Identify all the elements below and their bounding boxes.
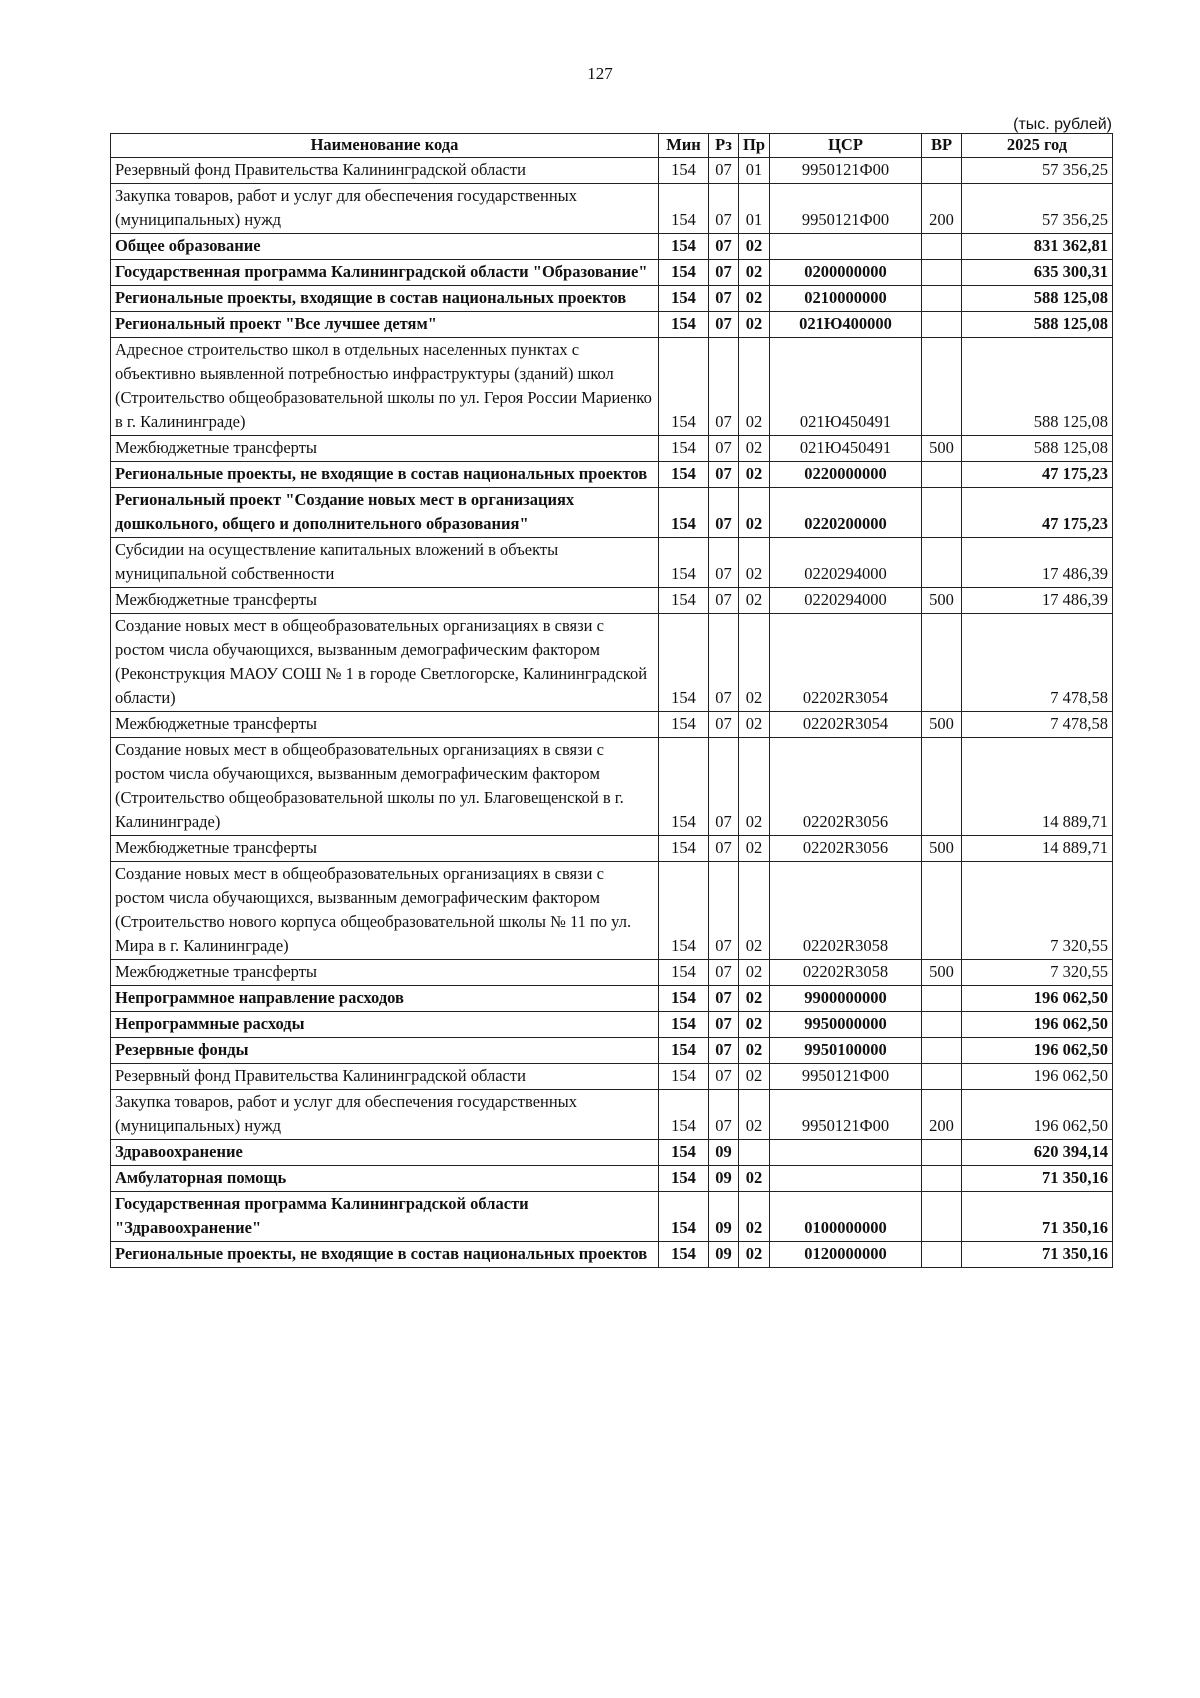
cell-vr	[922, 1140, 962, 1166]
cell-rz: 07	[709, 614, 739, 712]
cell-pr: 02	[739, 1242, 770, 1268]
cell-rz: 07	[709, 960, 739, 986]
table-row	[111, 436, 1113, 462]
cell-name: Создание новых мест в общеобразовательных организациях в связи с ростом числа обучающихся, вызванным демографическим фактором (Реконструкция МАОУ СОШ № 1 в городе Светлогорске, Калининградской области)	[111, 614, 659, 712]
cell-sum: 47 175,23	[962, 488, 1113, 538]
cell-pr: 01	[739, 158, 770, 184]
table-row	[111, 862, 1113, 960]
table-row	[111, 184, 1113, 234]
cell-min: 154	[659, 286, 709, 312]
cell-rz: 07	[709, 986, 739, 1012]
cell-min: 154	[659, 862, 709, 960]
cell-min: 154	[659, 338, 709, 436]
cell-vr	[922, 538, 962, 588]
table-row	[111, 462, 1113, 488]
cell-name: Региональные проекты, не входящие в состав национальных проектов	[111, 1242, 659, 1268]
cell-csr	[770, 1166, 922, 1192]
cell-vr	[922, 1192, 962, 1242]
cell-pr: 02	[739, 1166, 770, 1192]
cell-vr	[922, 986, 962, 1012]
table-row	[111, 1090, 1113, 1140]
cell-rz: 07	[709, 158, 739, 184]
cell-pr: 02	[739, 1192, 770, 1242]
cell-pr: 02	[739, 614, 770, 712]
cell-csr	[770, 234, 922, 260]
cell-rz: 07	[709, 1064, 739, 1090]
cell-sum: 17 486,39	[962, 588, 1113, 614]
cell-csr: 9950121Ф00	[770, 158, 922, 184]
cell-pr: 02	[739, 234, 770, 260]
units-label: (тыс. рублей)	[1013, 116, 1112, 133]
cell-min: 154	[659, 1090, 709, 1140]
table-row	[111, 1242, 1113, 1268]
cell-pr: 02	[739, 986, 770, 1012]
cell-rz: 07	[709, 836, 739, 862]
cell-rz: 09	[709, 1166, 739, 1192]
cell-sum: 7 478,58	[962, 712, 1113, 738]
cell-vr	[922, 1038, 962, 1064]
cell-vr: 500	[922, 436, 962, 462]
cell-name: Закупка товаров, работ и услуг для обеспечения государственных (муниципальных) нужд	[111, 1090, 659, 1140]
cell-pr	[739, 1140, 770, 1166]
budget-table	[110, 133, 1113, 1268]
cell-min: 154	[659, 712, 709, 738]
cell-sum: 7 320,55	[962, 960, 1113, 986]
table-row	[111, 1012, 1113, 1038]
table-row	[111, 738, 1113, 836]
cell-vr	[922, 1242, 962, 1268]
cell-sum: 14 889,71	[962, 738, 1113, 836]
cell-sum: 588 125,08	[962, 286, 1113, 312]
cell-name: Региональный проект "Создание новых мест в организациях дошкольного, общего и дополнительного образования"	[111, 488, 659, 538]
cell-pr: 02	[739, 436, 770, 462]
cell-name: Общее образование	[111, 234, 659, 260]
cell-sum: 71 350,16	[962, 1166, 1113, 1192]
cell-vr: 200	[922, 184, 962, 234]
cell-min: 154	[659, 488, 709, 538]
cell-vr: 500	[922, 712, 962, 738]
cell-csr: 021Ю450491	[770, 436, 922, 462]
table-header-row	[111, 134, 1113, 158]
cell-name: Субсидии на осуществление капитальных вложений в объекты муниципальной собственности	[111, 538, 659, 588]
cell-vr: 500	[922, 836, 962, 862]
cell-pr: 02	[739, 862, 770, 960]
cell-rz: 07	[709, 1090, 739, 1140]
cell-min: 154	[659, 1166, 709, 1192]
cell-min: 154	[659, 960, 709, 986]
cell-sum: 57 356,25	[962, 158, 1113, 184]
cell-csr: 02202R3054	[770, 614, 922, 712]
cell-pr: 02	[739, 960, 770, 986]
cell-csr: 0200000000	[770, 260, 922, 286]
cell-csr: 02202R3058	[770, 862, 922, 960]
cell-vr	[922, 1166, 962, 1192]
cell-min: 154	[659, 1012, 709, 1038]
cell-pr: 02	[739, 1090, 770, 1140]
cell-rz: 07	[709, 488, 739, 538]
header-csr: ЦСР	[770, 134, 922, 158]
table-row	[111, 312, 1113, 338]
table-row	[111, 1166, 1113, 1192]
header-name: Наименование кода	[111, 134, 659, 158]
cell-csr: 0220294000	[770, 588, 922, 614]
cell-csr: 021Ю400000	[770, 312, 922, 338]
cell-rz: 07	[709, 260, 739, 286]
table-row	[111, 234, 1113, 260]
cell-csr: 0220000000	[770, 462, 922, 488]
cell-min: 154	[659, 234, 709, 260]
table-row	[111, 712, 1113, 738]
cell-name: Непрограммное направление расходов	[111, 986, 659, 1012]
cell-csr: 0100000000	[770, 1192, 922, 1242]
cell-csr: 9950121Ф00	[770, 184, 922, 234]
cell-sum: 196 062,50	[962, 1090, 1113, 1140]
cell-name: Резервные фонды	[111, 1038, 659, 1064]
cell-name: Закупка товаров, работ и услуг для обеспечения государственных (муниципальных) нужд	[111, 184, 659, 234]
cell-sum: 588 125,08	[962, 312, 1113, 338]
cell-csr: 0220200000	[770, 488, 922, 538]
cell-rz: 07	[709, 462, 739, 488]
cell-sum: 196 062,50	[962, 986, 1113, 1012]
header-year: 2025 год	[962, 134, 1113, 158]
cell-min: 154	[659, 836, 709, 862]
cell-rz: 07	[709, 234, 739, 260]
cell-rz: 07	[709, 738, 739, 836]
cell-rz: 07	[709, 286, 739, 312]
cell-sum: 7 478,58	[962, 614, 1113, 712]
cell-name: Создание новых мест в общеобразовательных организациях в связи с ростом числа обучающихся, вызванным демографическим фактором (Строительство общеобразовательной школы по ул. Благовещенской в г. Калининграде)	[111, 738, 659, 836]
cell-name: Региональные проекты, не входящие в состав национальных проектов	[111, 462, 659, 488]
cell-rz: 07	[709, 312, 739, 338]
cell-vr	[922, 488, 962, 538]
header-pr: Пр	[739, 134, 770, 158]
table-row	[111, 986, 1113, 1012]
table-row	[111, 286, 1113, 312]
table-row	[111, 260, 1113, 286]
cell-name: Здравоохранение	[111, 1140, 659, 1166]
cell-sum: 17 486,39	[962, 538, 1113, 588]
table-row	[111, 1140, 1113, 1166]
cell-name: Межбюджетные трансферты	[111, 712, 659, 738]
cell-pr: 02	[739, 462, 770, 488]
cell-csr	[770, 1140, 922, 1166]
table-row	[111, 960, 1113, 986]
cell-csr: 0120000000	[770, 1242, 922, 1268]
cell-min: 154	[659, 588, 709, 614]
cell-pr: 02	[739, 286, 770, 312]
cell-name: Непрограммные расходы	[111, 1012, 659, 1038]
cell-csr: 02202R3056	[770, 738, 922, 836]
cell-rz: 09	[709, 1140, 739, 1166]
cell-rz: 07	[709, 862, 739, 960]
cell-min: 154	[659, 614, 709, 712]
cell-pr: 02	[739, 712, 770, 738]
cell-pr: 02	[739, 1038, 770, 1064]
cell-min: 154	[659, 184, 709, 234]
cell-sum: 71 350,16	[962, 1192, 1113, 1242]
cell-rz: 07	[709, 588, 739, 614]
cell-min: 154	[659, 986, 709, 1012]
cell-sum: 635 300,31	[962, 260, 1113, 286]
cell-name: Резервный фонд Правительства Калининградской области	[111, 1064, 659, 1090]
cell-name: Амбулаторная помощь	[111, 1166, 659, 1192]
cell-csr: 9900000000	[770, 986, 922, 1012]
cell-vr	[922, 1064, 962, 1090]
cell-vr	[922, 462, 962, 488]
cell-pr: 02	[739, 260, 770, 286]
table-row	[111, 1038, 1113, 1064]
cell-vr	[922, 614, 962, 712]
cell-vr	[922, 158, 962, 184]
cell-min: 154	[659, 538, 709, 588]
cell-min: 154	[659, 738, 709, 836]
cell-rz: 07	[709, 338, 739, 436]
cell-rz: 07	[709, 712, 739, 738]
cell-name: Межбюджетные трансферты	[111, 836, 659, 862]
cell-vr	[922, 286, 962, 312]
cell-pr: 02	[739, 1012, 770, 1038]
cell-csr: 9950121Ф00	[770, 1090, 922, 1140]
cell-vr	[922, 738, 962, 836]
cell-sum: 588 125,08	[962, 338, 1113, 436]
cell-pr: 02	[739, 538, 770, 588]
cell-csr: 0210000000	[770, 286, 922, 312]
cell-pr: 01	[739, 184, 770, 234]
cell-csr: 9950000000	[770, 1012, 922, 1038]
cell-pr: 02	[739, 1064, 770, 1090]
cell-pr: 02	[739, 836, 770, 862]
cell-csr: 9950100000	[770, 1038, 922, 1064]
cell-vr: 500	[922, 960, 962, 986]
table-row	[111, 1192, 1113, 1242]
cell-name: Государственная программа Калининградской области "Здравоохранение"	[111, 1192, 659, 1242]
cell-sum: 620 394,14	[962, 1140, 1113, 1166]
cell-min: 154	[659, 462, 709, 488]
cell-name: Региональные проекты, входящие в состав национальных проектов	[111, 286, 659, 312]
cell-name: Межбюджетные трансферты	[111, 960, 659, 986]
cell-sum: 196 062,50	[962, 1064, 1113, 1090]
cell-csr: 02202R3056	[770, 836, 922, 862]
header-min: Мин	[659, 134, 709, 158]
cell-min: 154	[659, 312, 709, 338]
cell-pr: 02	[739, 312, 770, 338]
table-row	[111, 1064, 1113, 1090]
cell-csr: 0220294000	[770, 538, 922, 588]
cell-min: 154	[659, 436, 709, 462]
cell-min: 154	[659, 1038, 709, 1064]
table-row	[111, 338, 1113, 436]
cell-vr: 200	[922, 1090, 962, 1140]
cell-name: Межбюджетные трансферты	[111, 436, 659, 462]
cell-rz: 07	[709, 1038, 739, 1064]
cell-sum: 57 356,25	[962, 184, 1113, 234]
cell-csr: 02202R3054	[770, 712, 922, 738]
cell-name: Межбюджетные трансферты	[111, 588, 659, 614]
table-row	[111, 158, 1113, 184]
cell-vr	[922, 234, 962, 260]
cell-sum: 588 125,08	[962, 436, 1113, 462]
cell-rz: 07	[709, 184, 739, 234]
cell-name: Резервный фонд Правительства Калининградской области	[111, 158, 659, 184]
cell-sum: 196 062,50	[962, 1012, 1113, 1038]
cell-rz: 07	[709, 436, 739, 462]
cell-rz: 09	[709, 1192, 739, 1242]
cell-sum: 71 350,16	[962, 1242, 1113, 1268]
cell-sum: 14 889,71	[962, 836, 1113, 862]
cell-name: Создание новых мест в общеобразовательных организациях в связи с ростом числа обучающихся, вызванным демографическим фактором (Строительство нового корпуса общеобразовательной школы № 11 по ул. Мира в г. Калининграде)	[111, 862, 659, 960]
cell-min: 154	[659, 158, 709, 184]
cell-pr: 02	[739, 588, 770, 614]
cell-name: Региональный проект "Все лучшее детям"	[111, 312, 659, 338]
cell-pr: 02	[739, 338, 770, 436]
cell-csr: 021Ю450491	[770, 338, 922, 436]
cell-name: Адресное строительство школ в отдельных населенных пунктах с объективно выявленной потребностью инфраструктуры (зданий) школ (Строительство общеобразовательной школы по ул. Героя России Мариенко в г. Калининграде)	[111, 338, 659, 436]
cell-rz: 07	[709, 1012, 739, 1038]
table-row	[111, 538, 1113, 588]
table-row	[111, 588, 1113, 614]
header-rz: Рз	[709, 134, 739, 158]
cell-vr	[922, 1012, 962, 1038]
cell-name: Государственная программа Калининградской области "Образование"	[111, 260, 659, 286]
cell-sum: 7 320,55	[962, 862, 1113, 960]
cell-vr: 500	[922, 588, 962, 614]
cell-sum: 831 362,81	[962, 234, 1113, 260]
cell-sum: 47 175,23	[962, 462, 1113, 488]
table-row	[111, 836, 1113, 862]
table-row	[111, 488, 1113, 538]
cell-rz: 07	[709, 538, 739, 588]
cell-vr	[922, 862, 962, 960]
cell-pr: 02	[739, 738, 770, 836]
cell-min: 154	[659, 1192, 709, 1242]
cell-csr: 9950121Ф00	[770, 1064, 922, 1090]
cell-min: 154	[659, 1064, 709, 1090]
cell-sum: 196 062,50	[962, 1038, 1113, 1064]
cell-vr	[922, 338, 962, 436]
cell-min: 154	[659, 260, 709, 286]
page-number: 127	[587, 64, 613, 83]
cell-pr: 02	[739, 488, 770, 538]
cell-min: 154	[659, 1242, 709, 1268]
header-vr: ВР	[922, 134, 962, 158]
cell-min: 154	[659, 1140, 709, 1166]
table-row	[111, 614, 1113, 712]
cell-csr: 02202R3058	[770, 960, 922, 986]
cell-vr	[922, 260, 962, 286]
cell-rz: 09	[709, 1242, 739, 1268]
cell-vr	[922, 312, 962, 338]
